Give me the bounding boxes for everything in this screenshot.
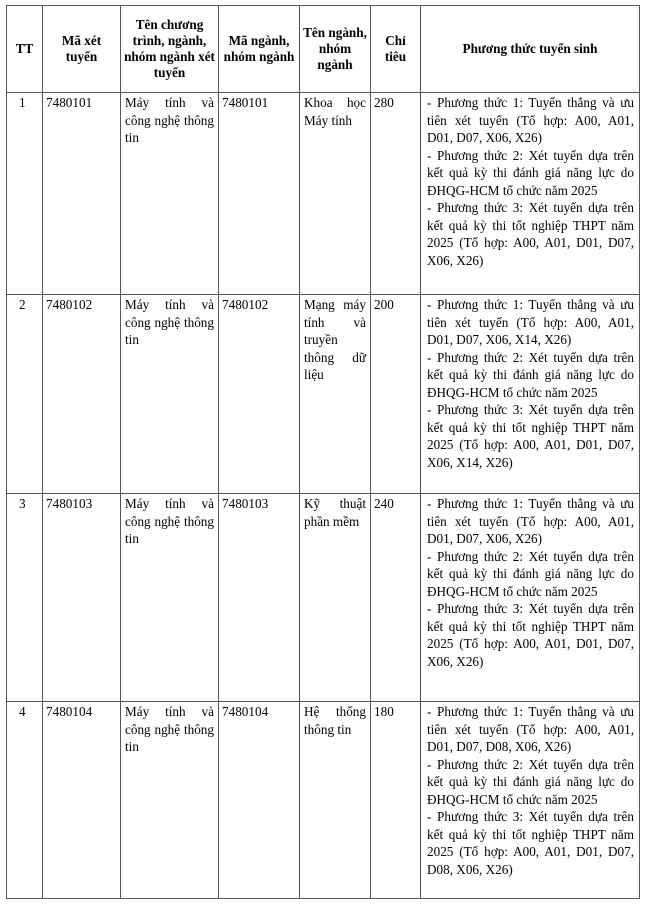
row-chi-tieu: 200 [371, 295, 421, 494]
row-tt: 3 [7, 494, 43, 702]
row-ten-nganh: Khoa học Máy tính [300, 93, 371, 295]
method-3: - Phương thức 3: Xét tuyển dựa trên kết quả kỳ thi tốt nghiệp THPT năm 2025 (Tổ hợp: A00, A01, D01, D07, X06, X26) [427, 601, 634, 669]
method-1: - Phương thức 1: Tuyển thẳng và ưu tiên xét tuyển (Tổ hợp: A00, A01, D01, D07, D08, X06, X26) [427, 704, 634, 754]
header-phuong-thuc: Phương thức tuyển sinh [421, 6, 640, 93]
row-ma-nganh: 7480104 [219, 702, 300, 899]
row-ma-xet-tuyen: 7480103 [43, 494, 121, 702]
header-ten-chuong-trinh: Tên chương trình, ngành, nhóm ngành xét tuyển [121, 6, 219, 93]
table-body [7, 93, 640, 899]
table-header [7, 6, 640, 93]
row-ten-nganh: Hệ thống thông tin [300, 702, 371, 899]
row-phuong-thuc [421, 93, 640, 295]
method-2: - Phương thức 2: Xét tuyển dựa trên kết quả kỳ thi đánh giá năng lực do ĐHQG-HCM tổ chức năm 2025 [427, 349, 634, 400]
row-ten-chuong-trinh: Máy tính và công nghệ thông tin [121, 295, 219, 494]
row-ma-xet-tuyen: 7480101 [43, 93, 121, 295]
header-ma-nganh: Mã ngành, nhóm ngành [219, 6, 300, 93]
method-1: - Phương thức 1: Tuyển thẳng và ưu tiên xét tuyển (Tổ hợp: A00, A01, D01, D07, X06, X26) [427, 496, 634, 546]
header-tt: TT [7, 6, 43, 93]
method-3: - Phương thức 3: Xét tuyển dựa trên kết quả kỳ thi tốt nghiệp THPT năm 2025 (Tổ hợp: A00, A01, D01, D07, X06, X26) [427, 200, 634, 268]
header-ten-nganh: Tên ngành, nhóm ngành [300, 6, 371, 93]
row-ten-nganh: Kỹ thuật phần mềm [300, 494, 371, 702]
row-ma-xet-tuyen: 7480102 [43, 295, 121, 494]
row-ma-nganh: 7480101 [219, 93, 300, 295]
header-row [7, 6, 640, 93]
row-tt: 1 [7, 93, 43, 295]
table-row [7, 702, 640, 899]
table-row [7, 295, 640, 494]
method-1: - Phương thức 1: Tuyển thẳng và ưu tiên xét tuyển (Tổ hợp: A00, A01, D01, D07, X06, X14, X26) [427, 297, 634, 347]
method-2: - Phương thức 2: Xét tuyển dựa trên kết quả kỳ thi đánh giá năng lực do ĐHQG-HCM tổ chức năm 2025 [427, 147, 634, 198]
row-chi-tieu: 280 [371, 93, 421, 295]
row-ten-chuong-trinh: Máy tính và công nghệ thông tin [121, 702, 219, 899]
method-3: - Phương thức 3: Xét tuyển dựa trên kết quả kỳ thi tốt nghiệp THPT năm 2025 (Tổ hợp: A00, A01, D01, D07, X06, X14, X26) [427, 402, 634, 470]
row-phuong-thuc [421, 295, 640, 494]
row-ten-chuong-trinh: Máy tính và công nghệ thông tin [121, 494, 219, 702]
row-chi-tieu: 240 [371, 494, 421, 702]
row-ma-xet-tuyen: 7480104 [43, 702, 121, 899]
header-ma-xet-tuyen: Mã xét tuyển [43, 6, 121, 93]
method-1: - Phương thức 1: Tuyển thẳng và ưu tiên xét tuyển (Tổ hợp: A00, A01, D01, D07, X06, X26) [427, 95, 634, 145]
method-2: - Phương thức 2: Xét tuyển dựa trên kết quả kỳ thi đánh giá năng lực do ĐHQG-HCM tổ chức năm 2025 [427, 548, 634, 599]
row-tt: 4 [7, 702, 43, 899]
table-row [7, 494, 640, 702]
row-ma-nganh: 7480103 [219, 494, 300, 702]
row-ma-nganh: 7480102 [219, 295, 300, 494]
row-ten-chuong-trinh: Máy tính và công nghệ thông tin [121, 93, 219, 295]
admissions-table [6, 5, 640, 899]
row-phuong-thuc [421, 702, 640, 899]
header-chi-tieu: Chỉ tiêu [371, 6, 421, 93]
row-ten-nganh: Mạng máy tính và truyền thông dữ liệu [300, 295, 371, 494]
method-2: - Phương thức 2: Xét tuyển dựa trên kết quả kỳ thi đánh giá năng lực do ĐHQG-HCM tổ chức năm 2025 [427, 756, 634, 807]
method-3: - Phương thức 3: Xét tuyển dựa trên kết quả kỳ thi tốt nghiệp THPT năm 2025 (Tổ hợp: A00, A01, D01, D07, D08, X06, X26) [427, 809, 634, 877]
table-row [7, 93, 640, 295]
row-phuong-thuc [421, 494, 640, 702]
row-chi-tieu: 180 [371, 702, 421, 899]
row-tt: 2 [7, 295, 43, 494]
